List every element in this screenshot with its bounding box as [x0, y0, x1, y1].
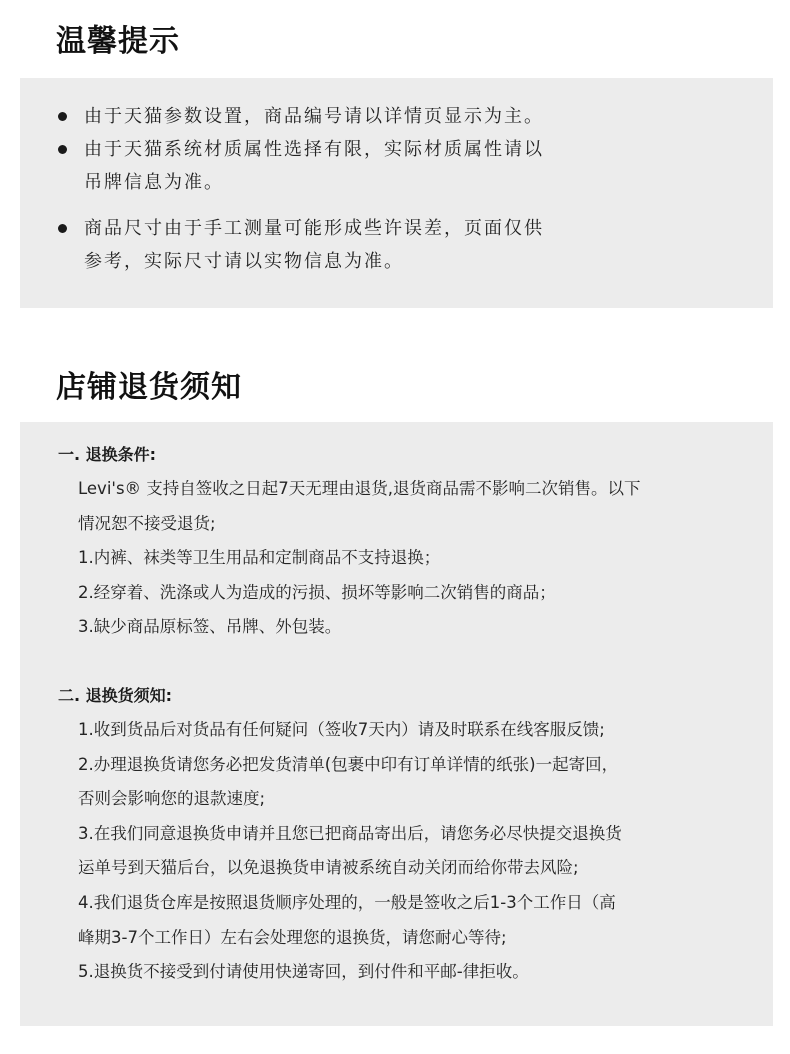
- body-line: 2.办理退换货请您务必把发货清单(包裹中印有订单详情的纸张)一起寄回，: [78, 754, 619, 774]
- return-notice-group: [58, 679, 773, 990]
- tips-line: 由于天猫参数设置，商品编号请以详情页显示为主。: [84, 106, 544, 127]
- returns-panel: [20, 422, 773, 1026]
- body-line: 3.缺少商品原标签、吊牌、外包装。: [78, 617, 342, 637]
- group-body: [58, 713, 738, 990]
- body-line: 2.经穿着、洗涤或人为造成的污损、损坏等影响二次销售的商品；: [78, 582, 556, 602]
- body-line: 峰期3-7个工作日）左右会处理您的退换货，请您耐心等待;: [78, 927, 507, 947]
- body-line: 运单号到天猫后台，以免退换货申请被系统自动关闭而给你带去风险;: [78, 858, 579, 878]
- bullet-dot-icon: [58, 224, 67, 233]
- bullet-dot-icon: [58, 145, 67, 154]
- bullet-dot-icon: [58, 112, 67, 121]
- body-line: 5.退换货不接受到付请使用快递寄回，到付件和平邮-律拒收。: [78, 962, 529, 982]
- tips-item: [84, 212, 664, 278]
- tips-item: [84, 100, 664, 133]
- body-line: 1.收到货品后对货品有任何疑问（签收7天内）请及时联系在线客服反馈;: [78, 719, 605, 739]
- tips-line: 商品尺寸由于手工测量可能形成些许误差，页面仅供: [84, 218, 544, 239]
- group-heading: 一. 退换条件:: [58, 445, 157, 464]
- body-line: 否则会影响您的退款速度;: [78, 789, 266, 809]
- tips-title: 温馨提示: [56, 24, 180, 59]
- body-line: 1.内裤、袜类等卫生用品和定制商品不支持退换；: [78, 548, 441, 568]
- tips-item: [84, 133, 664, 199]
- body-line: 情况恕不接受退货;: [78, 513, 216, 533]
- tips-panel: [20, 78, 773, 308]
- tips-line: 吊牌信息为准。: [84, 172, 224, 193]
- tips-line: 参考，实际尺寸请以实物信息为准。: [84, 251, 404, 272]
- tips-list: [84, 100, 773, 278]
- returns-title: 店铺退货须知: [56, 370, 242, 405]
- group-heading: 二. 退换货须知:: [58, 685, 173, 705]
- body-line: 4.我们退货仓库是按照退货顺序处理的，一般是签收之后1-3个工作日（高: [78, 892, 616, 912]
- body-line: 3.在我们同意退换货申请并且您已把商品寄出后，请您务必尽快提交退换货: [78, 823, 622, 843]
- body-line: Levi's® 支持自签收之日起7天无理由退货,退货商品需不影响二次销售。以下: [78, 479, 641, 498]
- return-conditions-group: [58, 438, 773, 645]
- group-body: [58, 472, 738, 645]
- tips-line: 由于天猫系统材质属性选择有限，实际材质属性请以: [84, 139, 544, 160]
